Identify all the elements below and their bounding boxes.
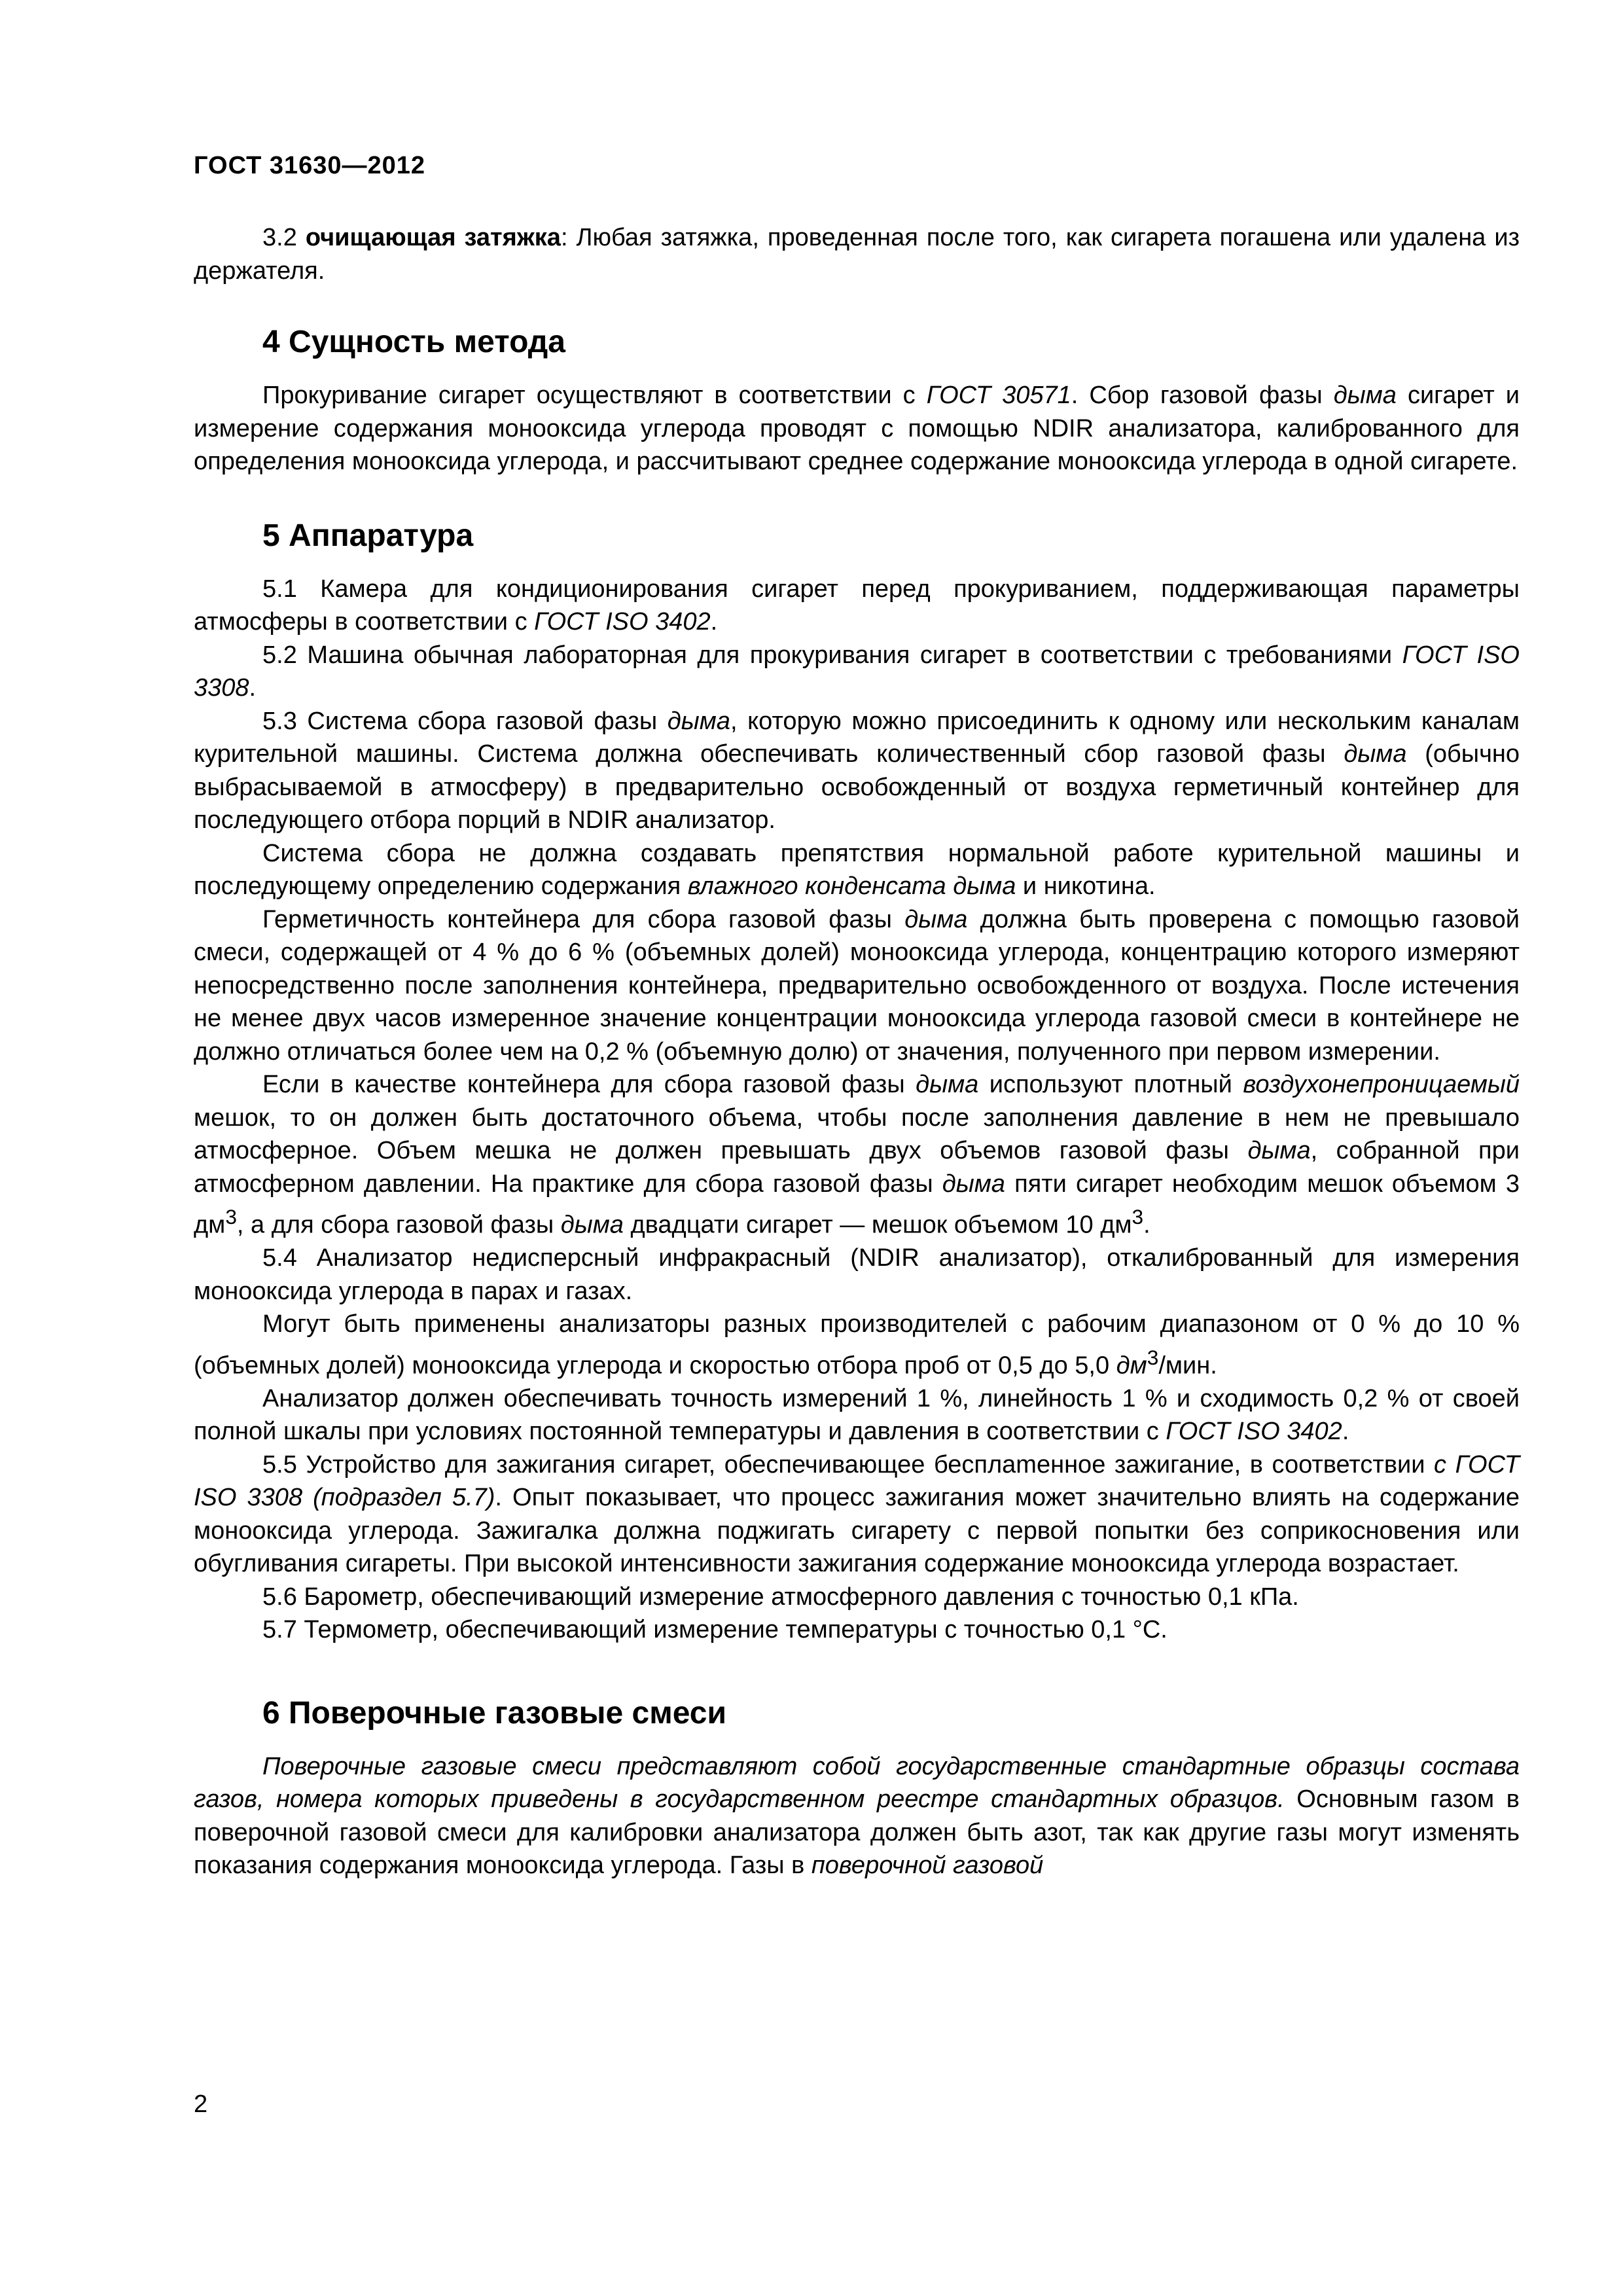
document-header: ГОСТ 31630—2012 xyxy=(194,152,426,179)
term-cleaning-puff: очищающая затяжка xyxy=(305,224,561,251)
document-body xyxy=(194,221,1520,1882)
page-number: 2 xyxy=(194,2090,208,2118)
clause-5-3: 5.3 Система сбора газовой фазы дыма, которую можно присоединить к одному или нескольким каналам курительной машины. Система должна обеспечивать количественный сбор газовой фазы дыма (обычно выбрасываемой в атмосферу) в предварительно освобожденный от воздуха герметичный контейнер для последующего отбора порций в NDIR анализатор. xyxy=(194,707,1520,834)
clause-5-4-para-2: Могут быть применены анализаторы разных производителей с рабочим диапазоном от 0 % до 10 % (объемных долей) монооксида углерода и скоростью отбора проб от 0,5 до 5,0 $дм^3$/мин. xyxy=(194,1310,1520,1380)
clause-3-2: 3.2 очищающая затяжка: Любая затяжка, проведенная после того, как сигарета погашена или удалена из держателя. xyxy=(194,224,1520,285)
clause-5-7: 5.7 Термометр, обеспечивающий измерение температуры с точностью 0,1 °С. xyxy=(262,1616,1168,1644)
clause-5-5: 5.5 Устройство для зажигания сигарет, обеспечивающее бесплameнное зажигание, в соответствии с ГОСТ ISO 3308 (подраздел 5.7). Опыт показывает, что процесс зажигания может значительно влиять на содержание монооксида углерода. Зажигалка должна поджигать сигарету с первой попытки без соприкосновения или обугливания сигареты. При высокой интенсивности зажигания содержание монооксида углерода возрастает. xyxy=(194,1450,1520,1578)
section-5-heading: 5 Аппаратура xyxy=(262,518,474,553)
clause-5-3-para-3: Герметичность контейнера для сбора газовой фазы дыма должна быть проверена с помощью газовой смеси, содержащей от 4 % до 6 % (объемных долей) монооксида углерода, концентрацию которого измеряют непосредственно после заполнения контейнера, предварительно освобожденного от воздуха. После истечения не менее двух часов измеренное значение концентрации монооксида углерода газовой смеси в контейнере не должно отличаться более чем на 0,2 % (объемную долю) от значения, полученного при первом измерении. xyxy=(194,905,1520,1066)
clause-5-4: 5.4 Анализатор недисперсный инфракрасный (NDIR анализатор), откалиброванный для измерения монооксида углерода в парах и газах. xyxy=(194,1244,1520,1305)
clause-5-2: 5.2 Машина обычная лабораторная для прокуривания сигарет в соответствии с требованиями ГОСТ ISO 3308. xyxy=(194,641,1520,702)
section-4-paragraph: Прокуривание сигарет осуществляют в соответствии с ГОСТ 30571. Сбор газовой фазы дыма сигарет и измерение содержания монооксида углерода проводят с помощью NDIR анализатора, калиброванного для определения монооксида углерода, и рассчитывают среднее содержание монооксида углерода в одной сигарете. xyxy=(194,382,1520,475)
clause-5-1: 5.1 Камера для кондиционирования сигарет перед прокуриванием, поддерживающая параметры атмосферы в соответствии с ГОСТ ISO 3402. xyxy=(194,575,1520,636)
section-4-heading: 4 Сущность метода xyxy=(262,325,565,359)
section-6-paragraph: Поверочные газовые смеси представляют собой государственные стандартные образцы состава газов, номера которых приведены в государственном реестре стандартных образцов. Основным газом в поверочной газовой смеси для калибровки анализатора должен быть азот, так как другие газы могут изменять показания содержания монооксида углерода. Газы в поверочной газовой xyxy=(194,1752,1520,1880)
clause-5-3-para-4: Если в качестве контейнера для сбора газовой фазы дыма используют плотный воздухонепроницаемый мешок, то он должен быть достаточного объема, чтобы после заполнения давление в нем не превышало атмосферное. Объем мешка не должен превышать двух объемов газовой фазы дыма, собранной при атмосферном давлении. На практике для сбора газовой фазы дыма пяти сигарет необходим мешок объемом 3 $дм^3$, а для сбора газовой фазы дыма двадцати сигарет — мешок объемом 10 $дм^3$. xyxy=(194,1071,1520,1239)
clause-5-6: 5.6 Барометр, обеспечивающий измерение атмосферного давления с точностью 0,1 кПа. xyxy=(262,1583,1299,1611)
clause-5-4-para-3: Анализатор должен обеспечивать точность измерений 1 %, линейность 1 % и сходимость 0,2 % от своей полной шкалы при условиях постоянной температуры и давления в соответствии с ГОСТ ISO 3402. xyxy=(194,1384,1520,1446)
section-6-heading: 6 Поверочные газовые смеси xyxy=(262,1695,727,1731)
clause-5-3-para-2: Система сбора не должна создавать препятствия нормальной работе курительной машины и последующему определению содержания влажного конденсата дыма и никотина. xyxy=(194,839,1520,900)
